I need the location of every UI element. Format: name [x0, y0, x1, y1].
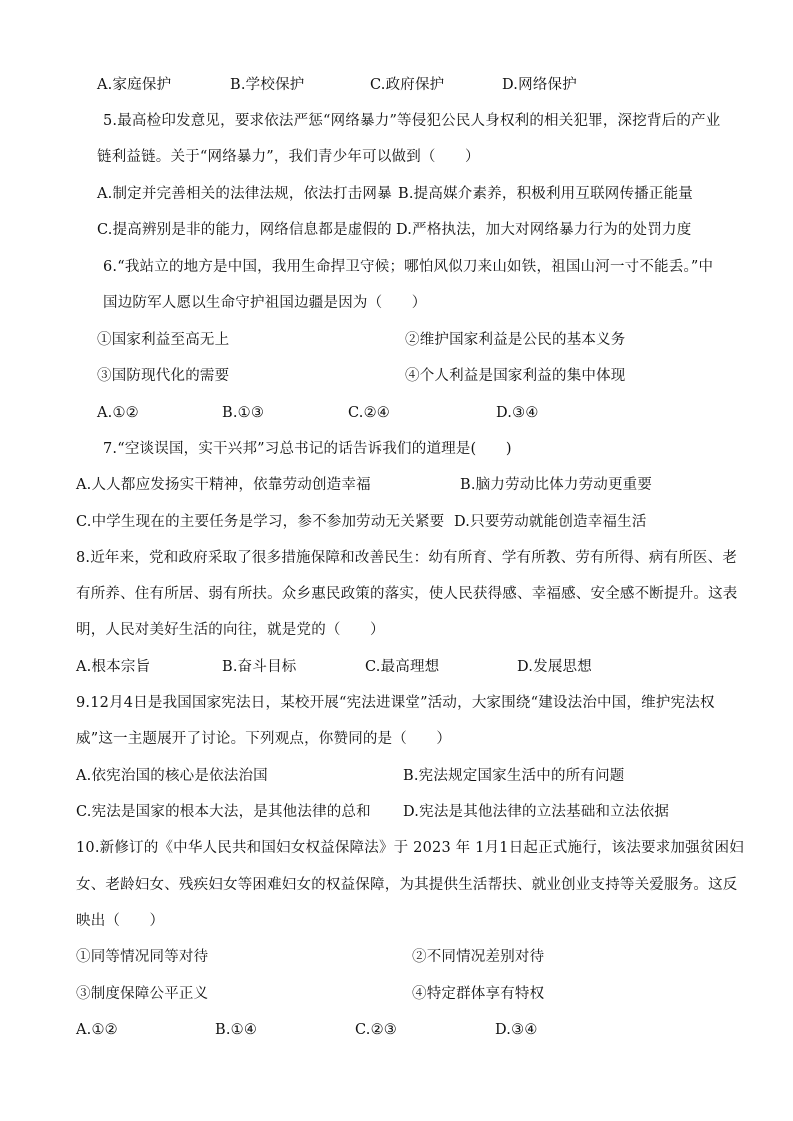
- q8-option-c: C.最高理想: [365, 659, 440, 675]
- q7-option-d: D.只要劳动就能创造幸福生活: [454, 514, 647, 530]
- q10-stem-line2: 女、老龄妇女、残疾妇女等困难妇女的权益保障，为其提供生活帮扶、就业创业支持等关爱服务。这反: [76, 877, 738, 893]
- q4-option-d: D.网络保护: [502, 77, 577, 93]
- q4-option-a: A.家庭保护: [97, 77, 172, 93]
- q7-option-c: C.中学生现在的主要任务是学习，参不参加劳动无关紧要: [76, 514, 445, 530]
- q9-stem-line2: 威”这一主题展开了讨论。下列观点，你赞同的是（ ）: [76, 731, 452, 747]
- q6-item-3: ③国防现代化的需要: [97, 368, 230, 384]
- q8-option-a: A.根本宗旨: [76, 659, 151, 675]
- q9-option-a: A.依宪治国的核心是依法治国: [76, 768, 268, 784]
- q6-stem-line1: 6.“我站立的地方是中国，我用生命捍卫守候；哪怕风似刀来山如铁，祖国山河一寸不能丢。”中: [103, 259, 714, 275]
- q6-option-a: A.①②: [97, 405, 139, 421]
- q10-stem-line3: 映出（ ）: [76, 913, 165, 929]
- q10-option-b: B.①④: [215, 1022, 258, 1038]
- q9-option-c: C.宪法是国家的根本大法，是其他法律的总和: [76, 804, 371, 820]
- q10-item-3: ③制度保障公平正义: [76, 986, 209, 1002]
- q8-stem-line1: 8.近年来，党和政府采取了很多措施保障和改善民生：幼有所育、学有所教、劳有所得、病有所医、老: [76, 550, 738, 566]
- q10-item-4: ④特定群体享有特权: [412, 986, 545, 1002]
- q6-item-4: ④个人利益是国家利益的集中体现: [405, 368, 626, 384]
- q8-option-b: B.奋斗目标: [222, 659, 297, 675]
- q5-option-d: D.严格执法，加大对网络暴力行为的处罚力度: [396, 222, 692, 238]
- q7-option-b: B.脑力劳动比体力劳动更重要: [460, 477, 653, 493]
- q10-option-c: C.②③: [355, 1022, 397, 1038]
- q10-item-1: ①同等情况同等对待: [76, 949, 209, 965]
- q4-option-b: B.学校保护: [230, 77, 305, 93]
- q5-stem-line2: 链利益链。关于“网络暴力”，我们青少年可以做到（ ）: [97, 149, 480, 165]
- q5-option-b: B.提高媒介素养，积极利用互联网传播正能量: [398, 186, 693, 202]
- q10-option-a: A.①②: [76, 1022, 118, 1038]
- q5-stem-line1: 5.最高检印发意见，要求依法严惩“网络暴力”等侵犯公民人身权利的相关犯罪，深挖背后的产业: [103, 113, 721, 129]
- q4-option-c: C.政府保护: [370, 77, 445, 93]
- q6-option-b: B.①③: [222, 405, 265, 421]
- q5-option-a: A.制定并完善相关的法律法规，依法打击网暴: [97, 186, 392, 202]
- q10-stem-line1: 10.新修订的《中华人民共和国妇女权益保障法》于 2023 年 1月1日起正式施行，该法要求加强贫困妇: [76, 840, 744, 856]
- q7-stem: 7.“空谈误国，实干兴邦”习总书记的话告诉我们的道理是( ): [103, 441, 512, 457]
- q9-stem-line1: 9.12月4日是我国国家宪法日，某校开展“宪法进课堂”活动，大家围绕“建设法治中国，维护宪法权: [76, 695, 715, 711]
- q8-stem-line3: 明，人民对美好生活的向往，就是党的（ ）: [76, 622, 385, 638]
- q6-option-d: D.③④: [496, 405, 539, 421]
- q6-option-c: C.②④: [348, 405, 390, 421]
- q10-item-2: ②不同情况差别对待: [412, 949, 545, 965]
- q10-option-d: D.③④: [495, 1022, 538, 1038]
- q7-option-a: A.人人都应发扬实干精神，依靠劳动创造幸福: [76, 477, 371, 493]
- q6-stem-line2: 国边防军人愿以生命守护祖国边疆是因为（ ）: [103, 295, 427, 311]
- q8-stem-line2: 有所养、住有所居、弱有所扶。众乡惠民政策的落实，使人民获得感、幸福感、安全感不断提升。这表: [76, 586, 738, 602]
- q9-option-b: B.宪法规定国家生活中的所有问题: [403, 768, 625, 784]
- q8-option-d: D.发展思想: [517, 659, 592, 675]
- q5-option-c: C.提高辨别是非的能力，网络信息都是虚假的: [97, 222, 392, 238]
- q6-item-1: ①国家利益至高无上: [97, 332, 230, 348]
- q9-option-d: D.宪法是其他法律的立法基础和立法依据: [403, 804, 670, 820]
- q6-item-2: ②维护国家利益是公民的基本义务: [405, 332, 626, 348]
